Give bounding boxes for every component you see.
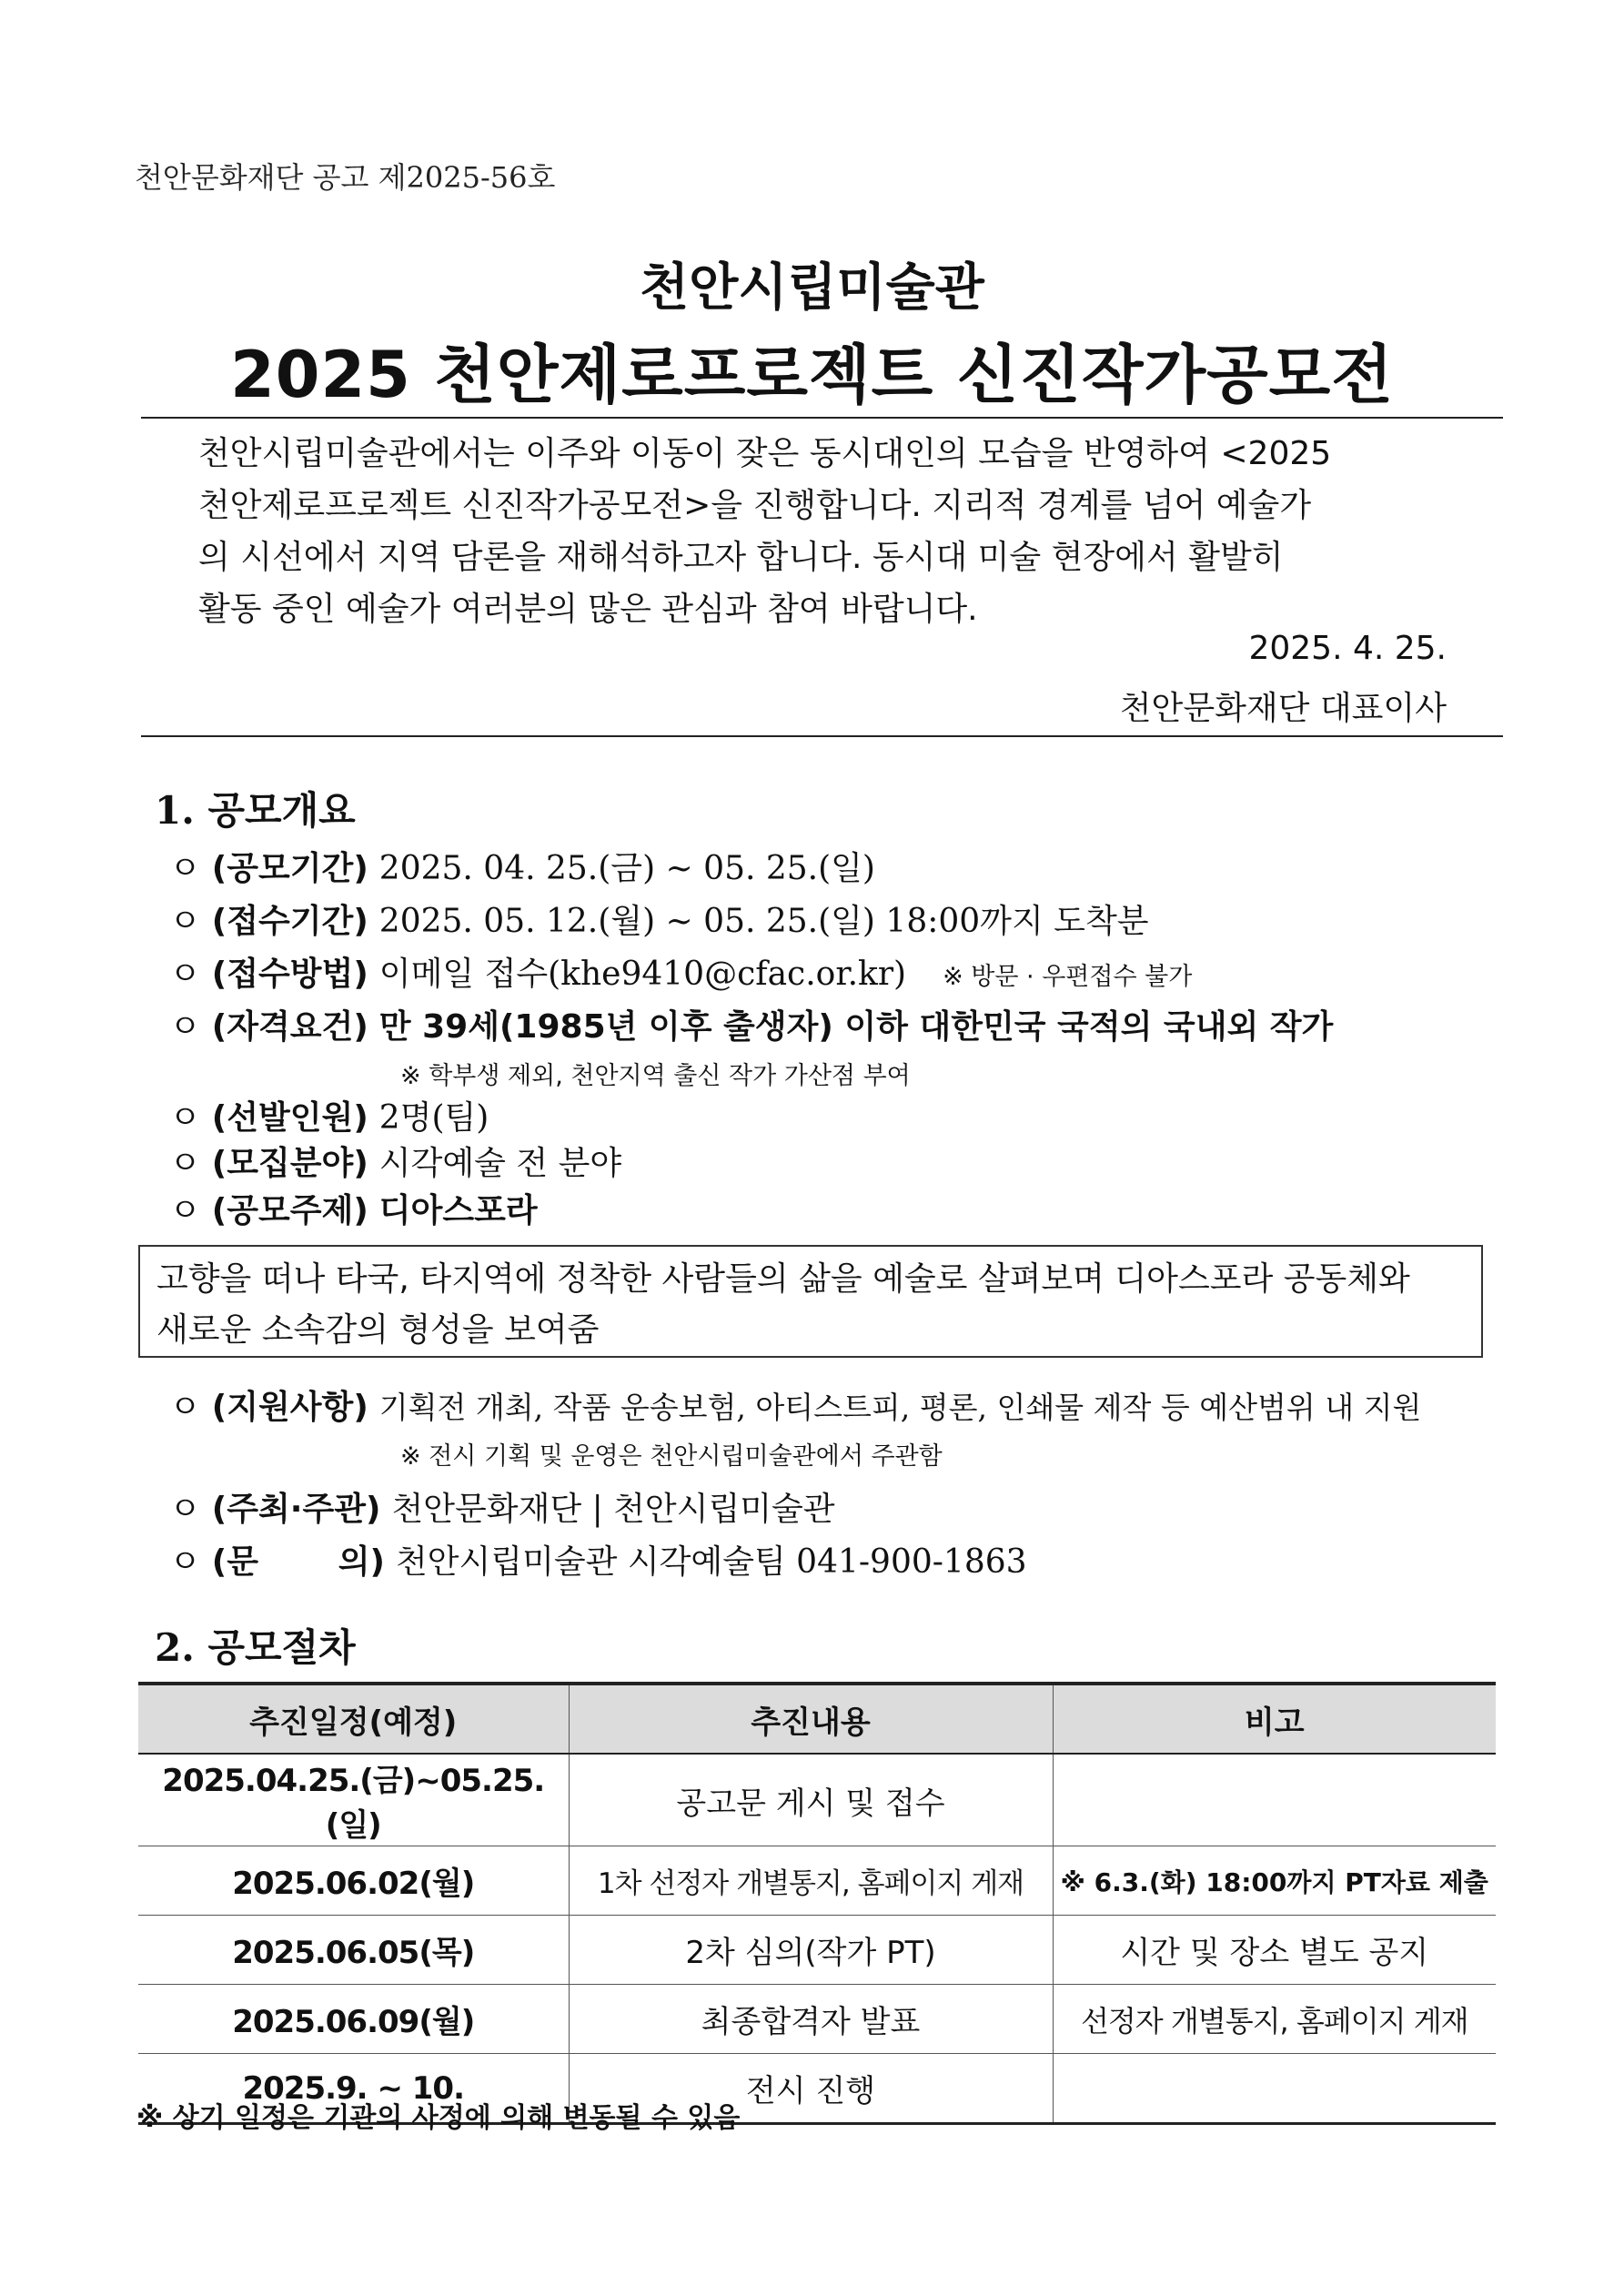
theme-description-line: 새로운 소속감의 형성을 보여줌 (156, 1311, 600, 1349)
schedule-content: 1차 선정자 개별통지, 홈페이지 게재 (569, 1846, 1053, 1916)
item-key: (접수기간) (211, 903, 368, 940)
item-value: 만 39세(1985년 이후 출생자) 이하 대한민국 국적의 국내외 작가 (378, 1008, 1334, 1046)
schedule-remark (1053, 1754, 1496, 1846)
schedule-content: 전시 진행 (569, 2054, 1053, 2124)
item-theme (169, 1185, 538, 1231)
intro-paragraph (198, 428, 1447, 635)
top-divider (141, 417, 1503, 419)
page-title: 2025 천안제로프로젝트 신진작가공모전 (230, 338, 1394, 412)
bottom-divider (141, 735, 1503, 737)
item-key: (자격요건) (211, 1008, 368, 1046)
support-note: ※ 전시 기획 및 운영은 천안시립미술관에서 주관함 (400, 1442, 943, 1471)
schedule-date: 2025.04.25.(금)~05.25.(일) (138, 1754, 569, 1846)
intro-line: 천안제로프로젝트 신진작가공모전>을 진행합니다. 지리적 경계를 넘어 예술가 (198, 487, 1312, 524)
notice-date: 2025. 4. 25. (1248, 630, 1447, 667)
table-row (138, 1916, 1496, 1985)
bullet-icon: ㅇ (169, 956, 201, 993)
table-row (138, 1846, 1496, 1916)
schedule-content: 2차 심의(작가 PT) (569, 1916, 1053, 1985)
item-selection (169, 1092, 489, 1138)
schedule-footnote: ※ 상기 일정은 기관의 사정에 의해 변동될 수 있음 (136, 2102, 741, 2134)
item-value: 이메일 접수(khe9410@cfac.or.kr) (378, 956, 907, 993)
item-note: ※ 방문 · 우편접수 불가 (943, 963, 1193, 991)
table-row (138, 1754, 1496, 1846)
item-support (169, 1381, 1421, 1428)
schedule-content: 공고문 게시 및 접수 (569, 1754, 1053, 1846)
table-header-row (138, 1684, 1496, 1754)
intro-line: 천안시립미술관에서는 이주와 이동이 잦은 동시대인의 모습을 반영하여 <2025 (198, 435, 1332, 472)
item-value: 2명(팀) (378, 1099, 489, 1137)
item-host (169, 1483, 835, 1530)
intro-line: 활동 중인 예술가 여러분의 많은 관심과 참여 바랍니다. (198, 591, 978, 628)
item-field (169, 1138, 621, 1184)
item-value: 시각예술 전 분야 (378, 1145, 622, 1182)
item-key: (지원사항) (211, 1389, 368, 1426)
bullet-icon: ㅇ (169, 1543, 201, 1581)
column-header: 추진내용 (569, 1684, 1053, 1754)
schedule-content: 최종합격자 발표 (569, 1985, 1053, 2054)
schedule-date: 2025.06.05(목) (138, 1916, 569, 1985)
section2-heading: 2. 공모절차 (155, 1625, 356, 1670)
item-method (169, 948, 1192, 995)
schedule-remark: 선정자 개별통지, 홈페이지 게재 (1053, 1985, 1496, 2054)
schedule-date: 2025.06.02(월) (138, 1846, 569, 1916)
item-key: (주최·주관) (211, 1491, 381, 1528)
item-key: (공모기간) (211, 850, 368, 887)
item-eligibility (169, 1001, 1333, 1047)
schedule-remark: 시간 및 장소 별도 공지 (1053, 1916, 1496, 1985)
column-header: 비고 (1053, 1684, 1496, 1754)
notice-number: 천안문화재단 공고 제2025-56호 (135, 160, 556, 195)
item-value: 기획전 개최, 작품 운송보험, 아티스트피, 평론, 인쇄물 제작 등 예산범위 내 지원 (378, 1390, 1422, 1425)
schedule-remark: ※ 6.3.(화) 18:00까지 PT자료 제출 (1053, 1846, 1496, 1916)
intro-line: 의 시선에서 지역 담론을 재해석하고자 합니다. 동시대 미술 현장에서 활발히 (198, 539, 1284, 576)
item-key: (선발인원) (211, 1099, 368, 1137)
item-value: 디아스포라 (378, 1192, 538, 1229)
item-key: (접수방법) (211, 956, 368, 993)
schedule-date: 2025.9. ~ 10. (138, 2054, 569, 2124)
item-key: (문 의) (211, 1543, 385, 1581)
item-reception (169, 895, 1149, 942)
bullet-icon: ㅇ (169, 1099, 201, 1137)
item-key: (공모주제) (211, 1192, 368, 1229)
eligibility-note: ※ 학부생 제외, 천안지역 출신 작가 가산점 부여 (400, 1062, 911, 1090)
bullet-icon: ㅇ (169, 1389, 201, 1426)
item-value: 천안시립미술관 시각예술팀 041-900-1863 (395, 1543, 1027, 1581)
column-header: 추진일정(예정) (138, 1684, 569, 1754)
item-inquiry (169, 1536, 1027, 1583)
bullet-icon: ㅇ (169, 850, 201, 887)
bullet-icon: ㅇ (169, 1491, 201, 1528)
theme-description-line: 고향을 떠나 타국, 타지역에 정착한 사람들의 삶을 예술로 살펴보며 디아스포라 공동체와 (156, 1260, 1410, 1298)
item-value: 2025. 05. 12.(월) ~ 05. 25.(일) 18:00까지 도착분 (378, 903, 1149, 940)
item-value: 천안문화재단 | 천안시립미술관 (391, 1491, 835, 1528)
item-value: 2025. 04. 25.(금) ~ 05. 25.(일) (378, 850, 875, 887)
section1-heading: 1. 공모개요 (155, 788, 356, 833)
item-period (169, 843, 875, 889)
schedule-remark (1053, 2054, 1496, 2124)
schedule-date: 2025.06.09(월) (138, 1985, 569, 2054)
table-row (138, 1985, 1496, 2054)
item-key: (모집분야) (211, 1145, 368, 1182)
procedure-table (138, 1682, 1496, 2125)
bullet-icon: ㅇ (169, 903, 201, 940)
theme-description-box (138, 1245, 1483, 1358)
bullet-icon: ㅇ (169, 1145, 201, 1182)
bullet-icon: ㅇ (169, 1192, 201, 1229)
title-museum: 천안시립미술관 (640, 258, 984, 318)
issuer: 천안문화재단 대표이사 (1119, 690, 1447, 727)
bullet-icon: ㅇ (169, 1008, 201, 1046)
